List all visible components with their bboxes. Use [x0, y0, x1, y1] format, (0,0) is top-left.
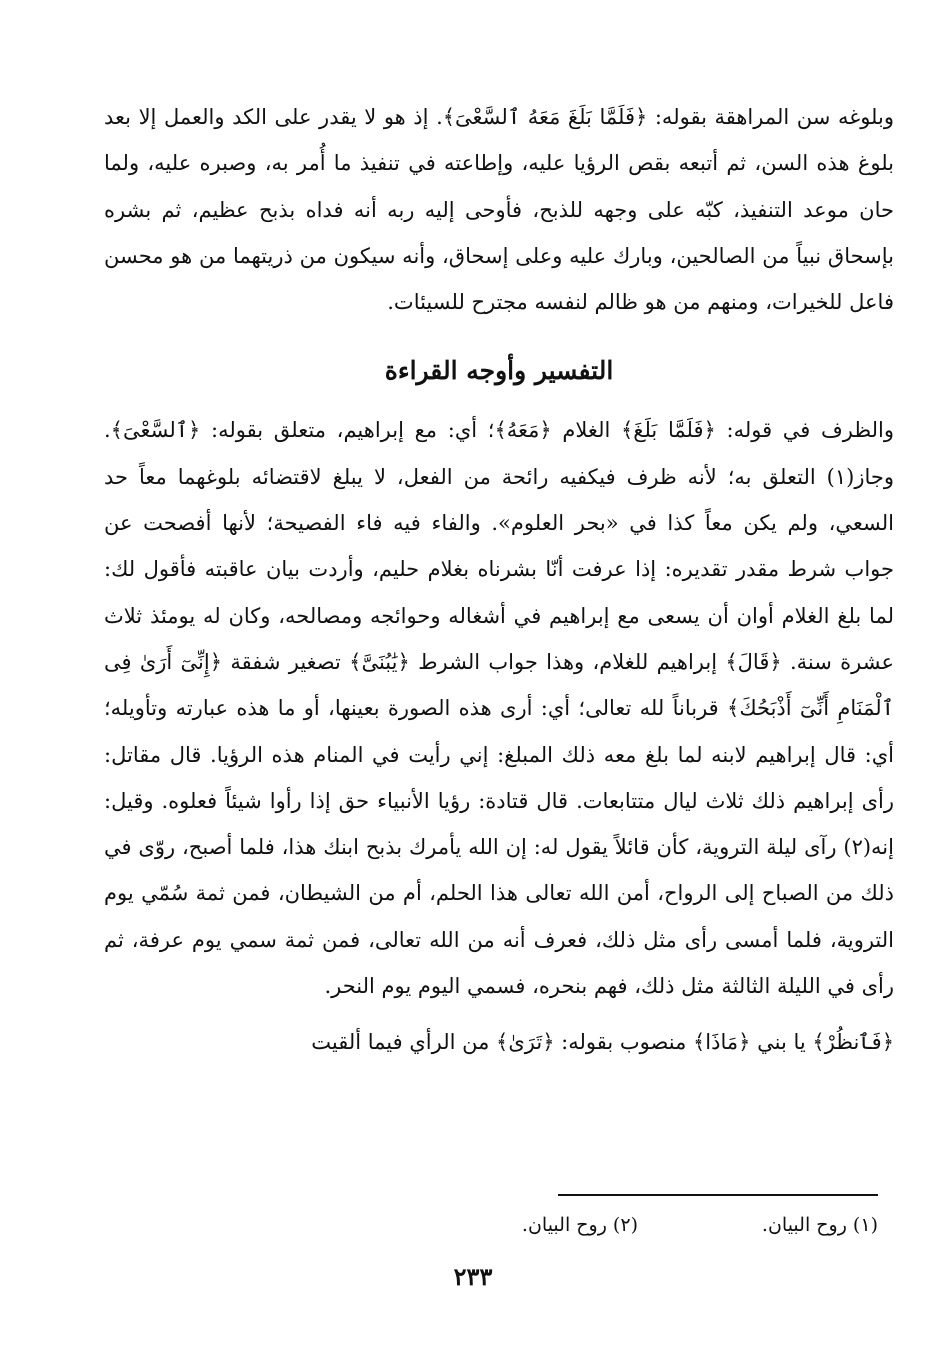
paragraph-2-text: والظرف في قوله: ﴿فَلَمَّا بَلَغَ﴾ الغلام ﴿مَعَهُ﴾؛ أي: مع إبراهيم، متعلق بقوله: ﴿ٱلسَّعْىَ﴾. وجاز(١) التعلق به؛ لأنه ظرف فيكفيه رائحة من الفعل، لا يبلغ لاقتضائه بلوغهما معاً حد السعي، ولم يكن معاً كذا في «بحر العلوم». والفاء فيه فاء الفصيحة؛ لأنها أفصحت عن جواب شرط مقدر تقديره: إذا عرفت أنّا بشرناه بغلام حليم، وأردت بيان عاقبته فأقول لك: لما بلغ الغلام أوان أن يسعى مع إبراهيم في أشغاله وحوائجه ومصالحه، وكان له يومئذ ثلاث عشرة سنة. ﴿قَالَ﴾ إبراهيم للغلام، وهذا جواب الشرط ﴿يَٰبُنَىَّ﴾ تصغير شفقة ﴿إِنِّىٓ أَرَىٰ فِى ٱلْمَنَامِ أَنِّىٓ أَذْبَحُكَ﴾ قرباناً لله تعالى؛ أي: أرى هذه الصورة بعينها، أو ما هذه عبارته وتأويله؛ أي: قال إبراهيم لابنه لما بلغ معه ذلك المبلغ: إني رأيت في المنام هذه الرؤيا. قال مقاتل: رأى إبراهيم ذلك ثلاث ليال متتابعات. قال قتادة: رؤيا الأنبياء حق إذا رأوا شيئاً فعلوه. وقيل: إنه(٢) رآى ليلة التروية، كأن قائلاً يقول له: إن الله يأمرك بذبح ابنك هذا، فلما أصبح، روّى في ذلك من الصباح إلى الرواح، أمن الله تعالى هذا الحلم، أم من الشيطان، فمن ثمة سُمّي يوم التروية، فلما أمسى رأى مثل ذلك، فعرف أنه من الله تعالى، فمن ثمة سمي يوم عرفة، ثم رأى في الليلة الثالثة مثل ذلك، فهم بنحره، فسمي اليوم يوم النحر.	[104, 418, 894, 999]
paragraph-intro	[104, 94, 894, 325]
paragraph-3-text: ﴿فَٱنظُرْ﴾ يا بني ﴿مَاذَا﴾ منصوب بقوله: ﴿تَرَىٰ﴾ من الرأي فيما ألقيت	[311, 1030, 894, 1055]
page-number: ٢٣٣	[453, 1262, 493, 1291]
footnote-divider	[558, 1194, 878, 1196]
section-heading: التفسير وأوجه القراءة	[384, 356, 614, 386]
footnote-2: (٢) روح البيان.	[521, 1214, 638, 1236]
page-body	[104, 94, 894, 1066]
paragraph-continuation	[104, 1019, 894, 1065]
paragraph-tafsir	[104, 407, 894, 1009]
footnote-1: (١) روح البيان.	[761, 1214, 878, 1236]
paragraph-1-text: وبلوغه سن المراهقة بقوله: ﴿فَلَمَّا بَلَغَ مَعَهُ ٱلسَّعْىَ﴾. إذ هو لا يقدر على الكد والعمل إلا بعد بلوغ هذه السن، ثم أتبعه بقص الرؤيا عليه، وإطاعته في تنفيذ ما أُمر به، وصبره عليه، ولما حان موعد التنفيذ، كبّه على وجهه للذبح، فأوحى إليه ربه أنه فداه بذبح عظيم، ثم بشره بإسحاق نبياً من الصالحين، وبارك عليه وعلى إسحاق، وأنه سيكون من ذريتهما من هو محسن فاعل للخيرات، ومنهم من هو ظالم لنفسه مجترح للسيئات.	[104, 105, 894, 315]
